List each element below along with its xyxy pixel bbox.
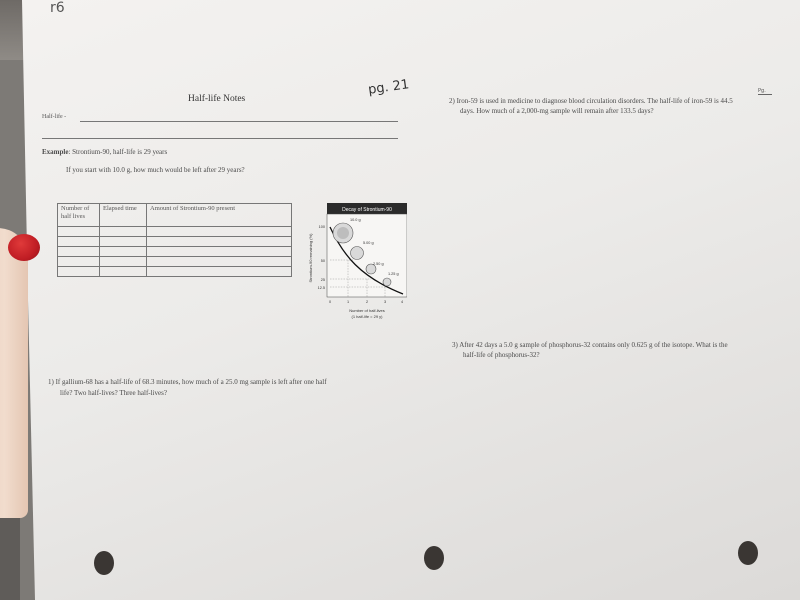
example-text: : Strontium-90, half-life is 29 years [68,148,168,156]
red-fingernail [8,234,40,261]
page-label-right [758,88,772,95]
halflife-line-1 [80,121,398,122]
example-label: Example [42,148,69,156]
x-tick-label: 4 [400,300,404,304]
table-cell[interactable] [58,237,100,247]
mass-label: 10.0 g [350,218,361,222]
example-line [42,148,167,157]
page-title: Half-life Notes [188,94,246,104]
finger [0,228,28,518]
table-row [58,257,292,267]
table-cell[interactable] [100,257,147,267]
table-header-row [58,204,292,227]
sample-circle-5g [351,247,364,260]
punch-hole-middle [424,546,444,570]
table-cell[interactable] [147,247,292,257]
x-axis-label-2: (1 half-life = 29 y) [351,314,383,319]
table-header-amount: Amount of Strontium-90 present [147,204,292,227]
handwritten-page-number: pg. 21 [367,77,411,98]
table-cell[interactable] [58,247,100,257]
halflife-label: Half-life - [42,114,67,120]
question-text: After 42 days a 5.0 g sample of phosphorus-32 contains only 0.625 g of the isotope. What is the [459,341,728,349]
table-cell[interactable] [147,237,292,247]
table-row [58,267,292,277]
page-label-right-text: Pg. [758,88,772,95]
sample-circle-1-25g [383,278,391,286]
table-header-half-lives: Number of half lives [58,204,100,227]
question-text: If gallium-68 has a half-life of 68.3 minutes, how much of a 25.0 mg sample is left after one half [55,378,327,386]
punch-hole-right [738,541,758,565]
y-tick-label: 100 [318,225,325,229]
table-cell[interactable] [100,227,147,237]
x-tick-label: 3 [383,300,387,304]
table-cell[interactable] [58,267,100,277]
table-cell[interactable] [147,257,292,267]
example-question: If you start with 10.0 g, how much would be left after 29 years? [66,166,245,174]
question-number: 1) [48,378,54,386]
question-2 [449,97,733,106]
table-cell[interactable] [100,247,147,257]
sample-dots-10g [337,227,349,239]
question-number: 2) [449,97,455,105]
table-row [58,247,292,257]
question-text: Iron-59 is used in medicine to diagnose blood circulation disorders. The half-life of iron-59 is 44.5 [456,97,733,105]
question-2-line-2: days. How much of a 2,000-mg sample will remain after 133.5 days? [460,107,654,115]
corner-note: r6 [50,0,65,16]
x-axis-label: Number of half-lives [349,308,385,313]
y-tick-label: 12.5 [317,286,325,290]
punch-hole-left [94,551,114,575]
decay-figure [305,203,407,327]
x-tick-label: 1 [346,300,350,304]
table-cell[interactable] [147,227,292,237]
table-cell[interactable] [100,237,147,247]
x-tick-label: 0 [328,300,332,304]
mass-label: 2.50 g [373,262,384,266]
x-tick-label: 2 [365,300,369,304]
table-cell[interactable] [100,267,147,277]
mass-label: 5.00 g [363,241,374,245]
table-row [58,227,292,237]
y-axis-label: Strontium-90 remaining (%) [308,233,313,283]
mass-label: 1.25 g [388,272,399,276]
table-cell[interactable] [58,257,100,267]
figure-title: Decay of Strontium-90 [342,207,392,213]
halflife-line-2 [42,138,398,139]
question-3 [452,341,728,350]
table-row [58,237,292,247]
table-cell[interactable] [58,227,100,237]
y-tick-label: 25 [320,278,325,282]
question-number: 3) [452,341,458,349]
table-cell[interactable] [147,267,292,277]
table-header-elapsed-time: Elapsed time [100,204,147,227]
question-1 [48,378,327,387]
question-3-line-2: half-life of phosphorus-32? [463,351,540,359]
y-tick-label: 50 [320,259,325,263]
question-1-line-2: life? Two half-lives? Three half-lives? [60,389,167,397]
halflife-table [57,203,292,277]
